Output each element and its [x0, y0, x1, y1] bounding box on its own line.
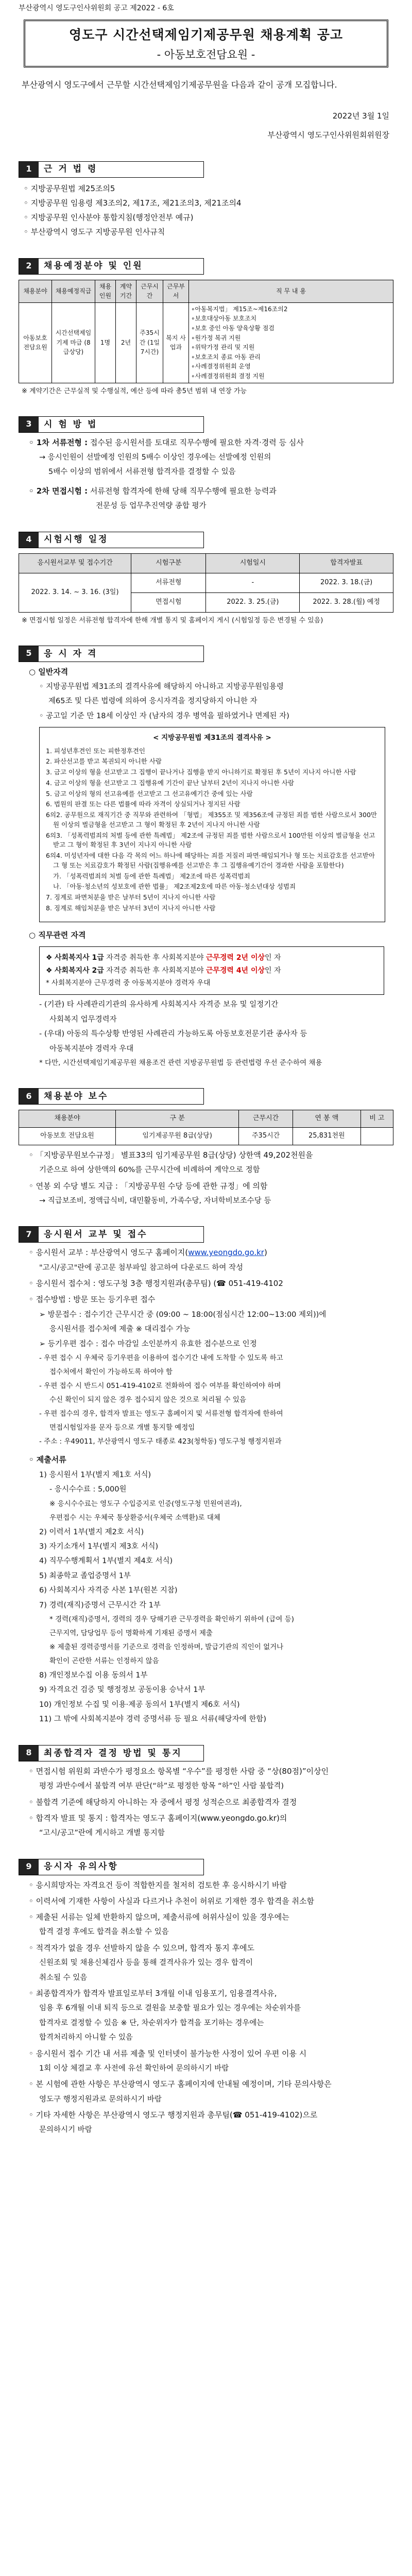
section-title: 채용예정분야 및 인원 [44, 261, 143, 272]
legal-basis-list [24, 183, 393, 239]
notice-item: ◦ 제출된 서류는 일체 반환하지 않으며, 제출서류에 허위사실이 있을 경우에는 [29, 1912, 289, 1922]
document-item: ※ 응시수수료는 영도구 수입증지로 인증(영도구청 민원여권과), [49, 1499, 242, 1508]
mail-note: 면접시험일자를 문자 등으로 개별 통지할 예정임 [49, 1423, 195, 1432]
col-header: 채용예정직급 [52, 280, 95, 302]
disq-item: 나. 「아동·청소년의 성보호에 관한 법률」 제2조제2호에 따른 아동·청소년대상 성범죄 [53, 883, 296, 891]
cell-remark [360, 1127, 393, 1145]
page-subtitle: - 아동보호전담요원 - [157, 48, 255, 61]
extra-note: * 다만, 시간선택제임기제공무원 채용조건 관련 지방공무원법 등 관련법령 우선 준수하여 채용 [39, 1059, 322, 1067]
section-eligibility [19, 646, 393, 1069]
notice-item: ◦ 적격자가 없을 경우 선발하지 않을 수 있으며, 합격자 통지 후에도 [29, 1943, 255, 1953]
decision-item: ◦ 합격자 발표 및 통지 : 합격자는 영도구 홈페이지(www.yeongdo.go.kr)의 [29, 1813, 287, 1823]
disq-item: 2. 파산선고를 받고 복권되지 아니한 사람 [46, 757, 162, 766]
section-number: 3 [19, 417, 39, 432]
notice-item: 신원조회 및 채용신체검사 등을 통해 결격사유가 있는 경우 합격이 [39, 1959, 253, 1968]
mail-note: 수신 확인이 되지 않은 경우 접수되지 않은 것으로 처리될 수 있음 [49, 1395, 246, 1404]
pay-note: 기준으로 하여 상한액의 60%를 근무시간에 비례하여 계약으로 정함 [39, 1166, 260, 1175]
job-eligibility-box [39, 946, 384, 995]
application-method: ◦ 접수방법 : 방문 또는 등기우편 접수 [29, 1295, 156, 1304]
documents-label: ◦ 제출서류 [29, 1455, 66, 1465]
section-legal-basis [19, 161, 393, 239]
cell-grade: 시간선택제임기제 마급 (8급상당) [52, 302, 95, 383]
disqualification-title: < 지방공무원법 제31조의 결격사유 > [153, 734, 271, 742]
pay-note: ◦ 「지방공무원보수규정」 별표33의 임기제공무원 8급(상당) 상한액 49,202천원을 [29, 1150, 313, 1160]
notice-item: 합격자로 결정할 수 있음 ※ 단, 차순위자가 합격을 포기하는 경우에는 [39, 2019, 264, 2027]
disq-item: 8. 징계로 해임처분을 받은 날부터 3년이 지나지 아니한 사람 [46, 904, 216, 912]
cell-field: 아동보호 전담요원 [19, 1127, 116, 1145]
job-eligibility-1: ❖ 사회복지사 1급 자격증 취득한 후 사회복지분야 근무경력 2년 이상인 자 [46, 953, 281, 962]
cell-grade: 임기제공무원 8급(상당) [116, 1127, 239, 1145]
col-header: 구 분 [116, 1110, 239, 1127]
pay-table [19, 1110, 393, 1145]
decision-item: 평정 과반수에서 불합격 여부 판단(“하”로 평정한 항목 “하”인 사람 불합격) [39, 1782, 284, 1791]
col-header: 근무부서 [163, 280, 189, 302]
document-item: * 경력(재직)증명서, 경력의 경우 당해기관 근무경력을 확인하기 위하여 (급여 등) [49, 1615, 295, 1624]
col-header: 합격자발표 [300, 553, 393, 573]
document-item: 1) 응시원서 1부(별지 제1호 서식) [39, 1470, 151, 1479]
cell-exam-date: - [206, 573, 300, 592]
job-eligibility-note: * 사회복지분야 근무경력 중 아동복지분야 경력자 우대 [46, 979, 211, 988]
cell-exam-type: 서류전형 [131, 573, 206, 592]
section-final-decision [19, 1745, 393, 1839]
cell-salary: 25,831천원 [293, 1127, 360, 1145]
section-header [19, 1859, 204, 1875]
col-header: 응시원서교부 및 접수기간 [19, 553, 131, 573]
exam-step-1 [29, 437, 393, 449]
list-item: ◦ 부산광역시 영도구 지방공무원 인사규칙 [24, 227, 165, 237]
disq-item: 7. 징계로 파면처분을 받은 날부터 5년이 지나지 아니한 사람 [46, 893, 216, 902]
mail-note: - 주소 : 우49011, 부산광역시 영도구 태종로 423(청학동) 영도구청 행정지원과 [39, 1437, 282, 1446]
exam-step-2-sub: 전문성 등 업무추진역량 종합 평가 [96, 502, 207, 511]
duty-item: ∘보호 중인 아동 양육상황 점검 [191, 324, 274, 332]
section-header [19, 416, 204, 433]
notice-item: 영도구 행정지원과로 문의하시기 바람 [39, 2095, 162, 2104]
disq-item: 3. 금고 이상의 형을 선고받고 그 집행이 끝나거나 집행을 받지 아니하기로 확정된 후 5년이 지나지 아니한 사람 [46, 768, 356, 776]
extra-note: 아동복지분야 경력자 우대 [49, 1044, 134, 1053]
section-header [19, 161, 204, 178]
schedule-note: ※ 면접시험 일정은 서류전형 합격자에 한해 개별 통지 및 홈페이지 게시 (시험일정 등은 변경될 수 있음) [22, 616, 323, 624]
exam-step-1-sub: → 응시인원이 선발예정 인원의 5배수 이상인 경우에는 선발예정 인원의 [39, 453, 271, 462]
extra-note: - (기관) 타 사례관리기관의 유사하게 사회복지사 자격증 보유 및 일정기간 [39, 1001, 279, 1009]
schedule-table [19, 553, 393, 613]
disq-item: 6의2. 공무원으로 재직기간 중 직무와 관련하여 「형법」 제355조 및 제356조에 규정된 죄를 범한 사람으로서 300만원 이상의 벌금형을 선고받고 그 형이 확정된 후 2년이 지나지 아니한 사람 [46, 811, 377, 828]
notice-item: 합격처리하지 아니할 수 있음 [39, 2033, 133, 2042]
notice-item: ◦ 본 시험에 관한 사항은 부산광역시 영도구 홈페이지에 안내될 예정이며, 기타 문의사항은 [29, 2079, 332, 2089]
list-item: ◦ 지방공무원 임용령 제3조의2, 제17조, 제21조의3, 제21조의4 [24, 198, 242, 208]
job-eligibility-2: ❖ 사회복지사 2급 자격증 취득한 후 사회복지분야 근무경력 4년 이상인 자 [46, 966, 281, 975]
section-title: 응시원서 교부 및 접수 [44, 1229, 148, 1240]
document-item: 10) 개인정보 수집 및 이용·제공 동의서 1부(별지 제6호 서식) [39, 1700, 240, 1709]
section-header [19, 1745, 204, 1761]
document-item: 9) 자격요건 검증 및 행정정보 공동이용 승낙서 1부 [39, 1686, 205, 1694]
notice-item: 합격 결정 후에도 합격을 취소할 수 있음 [39, 1928, 169, 1937]
general-eligibility-label: ○ 일반자격 [29, 667, 68, 676]
duty-item: ∘보호대상아동 보호조치 [191, 315, 257, 323]
col-header: 채용분야 [19, 1110, 116, 1127]
application-issue: ◦ 응시원서 교부 : 부산광역시 영도구 홈페이지(www.yeongdo.go.kr) [29, 1248, 267, 1258]
application-receipt: ◦ 응시원서 접수처 : 영도구청 3층 행정지원과(총무팀) (☎ 051-419-4102 [29, 1279, 283, 1289]
document-item: 8) 개인정보수집 이용 동의서 1부 [39, 1671, 148, 1680]
recruitment-table [19, 280, 393, 383]
section-recruitment [19, 258, 393, 397]
general-eligibility-1: ◦ 지방공무원법 제31조의 결격사유에 해당하지 아니하고 지방공무원임용령 [39, 682, 284, 691]
duty-item: ∘아동복지법」 제15조~제16조의2 [191, 305, 288, 313]
exam-step-label: ◦ 2차 면접시험 : [29, 486, 88, 496]
cell-dept: 복지 사업과 [163, 302, 189, 383]
col-header: 직 무 내 용 [189, 280, 393, 302]
disq-item: 5. 금고 이상의 형의 선고유예를 선고받고 그 선고유예기간 중에 있는 사람 [46, 789, 253, 798]
extra-note: - (우대) 아동의 특수상황 반영된 사례관리 가능하도록 아동보호전문기관 종사자 등 [39, 1030, 307, 1039]
cell-result-date: 2022. 3. 18.(금) [300, 573, 393, 592]
section-title: 채용분야 보수 [44, 1091, 109, 1101]
duty-item: ∘보호조치 종료 아동 관리 [191, 353, 261, 361]
section-number: 5 [19, 646, 39, 662]
section-title: 시험시행 일정 [44, 534, 109, 545]
section-header [19, 646, 204, 662]
pay-note: ◦ 연봉 외 수당 별도 지급 : 「지방공무원 수당 등에 관한 규정」에 의함 [29, 1181, 268, 1191]
notice-item: 임용 후 6개월 이내 퇴직 등으로 결원을 보충할 필요가 있는 경우에는 차순위자를 [39, 2004, 301, 2013]
mail-note: 접수처에서 확인이 가능하도록 하여야 함 [49, 1367, 173, 1376]
section-header [19, 258, 204, 275]
col-header: 연 봉 액 [293, 1110, 360, 1127]
section-title: 응시자 유의사항 [44, 1861, 118, 1872]
cell-exam-date: 2022. 3. 25.(금) [206, 592, 300, 612]
notice-item: 문의하시기 바람 [39, 2126, 92, 2134]
notice-item: ◦ 기타 자세한 사항은 부산광역시 영도구 행정지원과 총무팀(☎ 051-419-4102)으로 [29, 2110, 318, 2120]
section-header [19, 1226, 204, 1243]
section-number: 6 [19, 1089, 39, 1104]
exam-step-label: ◦ 1차 서류전형 : [29, 437, 88, 447]
cell-duties [189, 302, 393, 383]
announcement-org: 부산광역시 영도구인사위원회위원장 [267, 130, 389, 140]
announcement-date: 2022년 3월 1일 [332, 111, 389, 121]
doc-number: 부산광역시 영도구인사위원회 공고 제2022 - 6호 [19, 4, 174, 12]
document-item: 확인이 곤란한 서류는 인정하지 않음 [49, 1657, 159, 1666]
cell-count: 1명 [95, 302, 116, 383]
duty-item: ∘위탁가정 관리 및 지원 [191, 344, 255, 351]
document-item: 3) 자기소개서 1부(별지 제3호 서식) [39, 1542, 159, 1551]
section-number: 9 [19, 1859, 39, 1875]
cell-receipt-period: 2022. 3. 14. ~ 3. 16. (3일) [19, 573, 131, 612]
decision-item: ◦ 불합격 기준에 해당하지 아니하는 자 중에서 평정 성적순으로 최종합격자 결정 [29, 1797, 297, 1807]
mail-note: - 우편 접수 시 반드시 051-419-4102로 전화하여 접수 여부를 확인하여야 하며 [39, 1381, 281, 1390]
exam-step-1-sub: 5배수 이상의 범위에서 서류전형 합격자를 결정할 수 있음 [48, 468, 236, 477]
duty-item: ∘사례결정위원회 결정 지원 [191, 372, 265, 380]
section-title: 근 거 법 령 [44, 164, 98, 175]
page-title: 영도구 시간선택제임기제공무원 채용계획 공고 [68, 27, 344, 42]
notice-item: ◦ 응시원서 접수 기간 내 서류 제출 및 인터넷이 불가능한 사정이 있어 우편 이용 시 [29, 2048, 307, 2058]
notice-item: 취소될 수 있음 [39, 1973, 88, 1982]
document-item: 근무지역, 담당업무 등이 명확하게 기재된 증명서 제출 [49, 1629, 213, 1638]
exam-step-text: 서류전형 합격자에 한해 당해 직무수행에 필요한 능력과 [90, 486, 277, 496]
section-header [19, 532, 204, 548]
section-number: 8 [19, 1745, 39, 1761]
section-schedule [19, 532, 393, 626]
col-header: 비 고 [360, 1110, 393, 1127]
disq-item: 6의4. 미성년자에 대한 다음 각 목의 어느 하나에 해당하는 죄를 저질러 파면·해임되거나 형 또는 치료감호를 선고받아 그 형 또는 치료감호가 확정된 사람(집행유예를 선고받은 후 그 집행유예기간이 경과한 사람을 포함한다) [46, 852, 375, 869]
disq-item: 6. 법원의 판결 또는 다른 법률에 따라 자격이 상실되거나 정지된 사람 [46, 800, 241, 808]
document-item: 우편접수 시는 우체국 통상환증서(우체국 소액환)로 대체 [49, 1513, 220, 1522]
section-number: 4 [19, 532, 39, 548]
duty-item: ∘사례결정위원회 운영 [191, 363, 251, 370]
section-number: 1 [19, 162, 39, 177]
col-header: 시험일시 [206, 553, 300, 573]
job-eligibility-label: ○ 직무관련 자격 [29, 930, 86, 940]
section-application [19, 1226, 393, 1725]
exam-step-2 [29, 485, 393, 497]
section-number: 2 [19, 259, 39, 274]
section-notes [19, 1859, 393, 2136]
section-number: 7 [19, 1227, 39, 1242]
cell-result-date: 2022. 3. 28.(월) 예정 [300, 592, 393, 612]
homepage-link[interactable]: www.yeongdo.go.kr [188, 1248, 264, 1258]
disq-item: 1. 피성년후견인 또는 피한정후견인 [46, 747, 145, 755]
mail-note: - 우편 접수 시 우체국 등기우편을 이용하여 접수기간 내에 도착할 수 있도록 하고 [39, 1354, 283, 1363]
document-item: ※ 제출된 경력증명서를 기준으로 경력을 인정하며, 발급기관의 직인이 없거나 [49, 1643, 284, 1652]
notice-item: ◦ 최종합격자가 합격자 발표일로부터 3개월 이내 임용포기, 임용결격사유, [29, 1988, 277, 1998]
section-header [19, 1088, 204, 1105]
col-header: 근무시간 [136, 280, 163, 302]
col-header: 근무시간 [239, 1110, 293, 1127]
method-visit: ➢ 방문접수 : 접수기간 근무시간 중 (09:00 ~ 18:00(점심시간 12:00~13:00 제외))에 [39, 1310, 327, 1319]
section-exam-method [19, 416, 393, 512]
col-header: 계약기간 [116, 280, 136, 302]
decision-item: ◦ 면접시험 위원회 과반수가 평정요소 항목별 “우수”를 평정한 사람 중 “상(80점)”이상인 [29, 1766, 329, 1776]
document-item: 7) 경력(재직)증명서 근무시간 각 1부 [39, 1601, 161, 1609]
document-item: 4) 직무수행계획서 1부(별지 제4호 서식) [39, 1557, 173, 1566]
notice-item: 1회 이상 체결교 후 사전에 유선 확인하여 문의하시기 바람 [39, 2064, 229, 2073]
col-header: 시험구분 [131, 553, 206, 573]
mail-note: - 우편 접수의 경우, 합격자 발표는 영도구 홈페이지 및 서류전형 합격자에 한하여 [39, 1409, 283, 1418]
notice-item: ◦ 이력서에 기재한 사항이 사실과 다르거나 추천이 허위로 기재한 경우 합격을 취소함 [29, 1896, 314, 1906]
section-title: 응 시 자 격 [44, 648, 98, 659]
general-eligibility-1b: 제65조 및 다른 법령에 의하여 응시자격을 정지당하지 아니한 자 [48, 697, 258, 706]
document-item: - 응시수수료 : 5,000원 [49, 1485, 127, 1494]
cell-exam-type: 면접시험 [131, 592, 206, 612]
col-header: 채용인원 [95, 280, 116, 302]
col-header: 채용분야 [19, 280, 52, 302]
document-item: 11) 그 밖에 사회복지분야 경력 증명서류 등 필요 서류(해당자에 한함) [39, 1715, 267, 1724]
exam-step-text: 접수된 응시원서를 토대로 직무수행에 필요한 자격·경력 등 심사 [90, 437, 304, 447]
intro-text: 부산광역시 영도구에서 근무할 시간선택제임기제공무원을 다음과 같이 공개 모집합니다. [22, 80, 337, 90]
disq-item: 가. 「성폭력범죄의 처벌 등에 관한 특례법」 제2조에 따른 성폭력범죄 [53, 872, 250, 880]
method-visit-sub: 응시원서를 접수처에 제출 ※ 대리접수 가능 [49, 1325, 191, 1334]
disqualification-box [39, 727, 385, 922]
disq-item: 4. 금고 이상의 형을 선고받고 그 집행유예 기간이 끝난 날부터 2년이 지나지 아니한 사람 [46, 778, 295, 787]
section-title: 최종합격자 결정 방법 및 통지 [44, 1748, 182, 1758]
pay-note: → 직급보조비, 정액급식비, 대민활동비, 가족수당, 자녀학비보조수당 등 [39, 1196, 271, 1205]
cell-hours: 주35시간 [239, 1127, 293, 1145]
document-item: 5) 최종학교 졸업증명서 1부 [39, 1571, 131, 1580]
notice-item: ◦ 응시희망자는 자격요건 등이 적합한지를 철저히 검토한 후 응시하시기 바람 [29, 1880, 287, 1890]
section-pay [19, 1088, 393, 1207]
disq-item: 6의3. 「성폭력범죄의 처벌 등에 관한 특례법」 제2조에 규정된 죄를 범한 사람으로서 100만원 이상의 벌금형을 선고받고 그 형이 확정된 후 3년이 지나지 아니한 사람 [46, 831, 375, 849]
list-item: ◦ 지방공무원 인사분야 통합지침(행정안전부 예규) [24, 213, 194, 223]
decision-item: “고시/공고”란에 게시하고 개별 통지함 [39, 1829, 165, 1838]
cell-hours: 주35시간 (1일 7시간) [136, 302, 163, 383]
duty-item: ∘원가정 복귀 지원 [191, 334, 241, 342]
list-item: ◦ 지방공무원법 제25조의5 [24, 183, 115, 193]
extra-note: 사회복지 업무경력자 [49, 1015, 117, 1024]
document-item: 2) 이력서 1부(별지 제2호 서식) [39, 1528, 144, 1536]
general-eligibility-2: ◦ 공고일 기준 만 18세 이상인 자 (남자의 경우 병역을 필하였거나 면제된 자) [39, 711, 289, 720]
section-title: 시 험 방 법 [44, 419, 98, 430]
method-mail: ➢ 등기우편 접수 : 접수 마감일 소인분까지 유효한 접수분으로 인정 [39, 1340, 257, 1348]
cell-period: 2년 [116, 302, 136, 383]
title-box [24, 20, 388, 67]
application-issue-sub: "고시/공고"란에 공고문 첨부파일 참고하여 다운로드 하여 작성 [39, 1263, 244, 1272]
recruitment-note: ※ 계약기간은 근무실적 및 수행실적, 예산 등에 따라 총5년 범위 내 연장 가능 [22, 387, 247, 395]
cell-field: 아동보호 전담요원 [19, 302, 52, 383]
document-item: 6) 사회복지사 자격증 사본 1부(원본 지참) [39, 1586, 178, 1595]
